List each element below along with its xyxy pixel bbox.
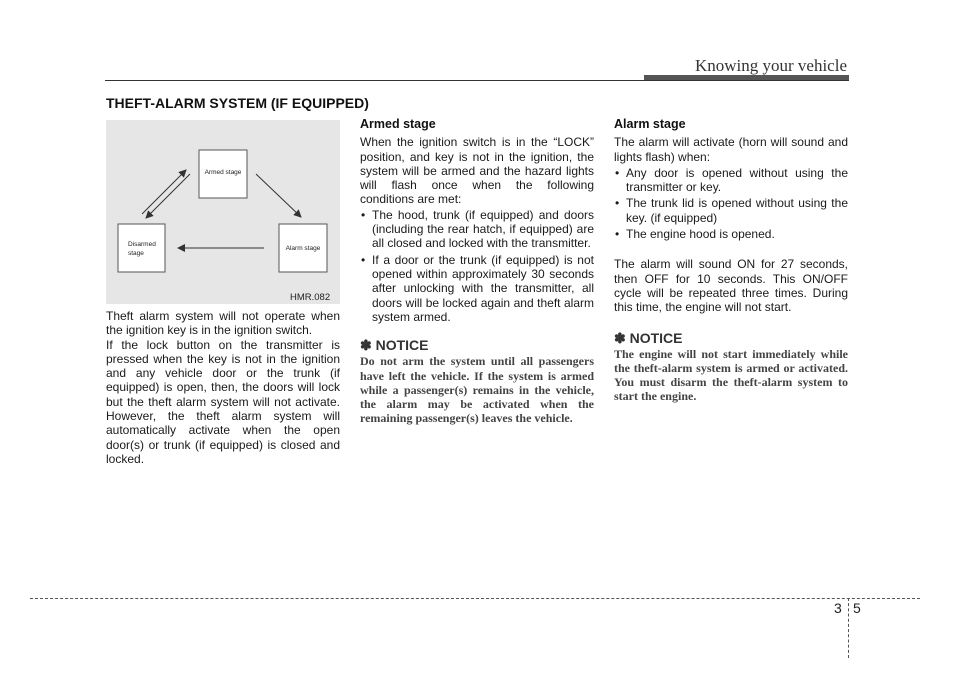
arrow-disarmed-to-armed xyxy=(142,170,186,214)
middle-column xyxy=(360,117,594,425)
armed-stage-intro: When the ignition switch is in the “LOCK” position, and key is not in the ignition, the system will be armed and the hazard lights will flash once when the following conditions are met: xyxy=(360,135,594,207)
alarm-notice-text: The engine will not start immediately while the theft-alarm system is armed or activated. You must disarm the theft-alarm system to start the engine. xyxy=(614,346,848,404)
chapter-number: 3 xyxy=(834,600,842,616)
section-title: THEFT-ALARM SYSTEM (IF EQUIPPED) xyxy=(106,95,369,111)
alarm-stage-intro: The alarm will activate (horn will sound and lights flash) when: xyxy=(614,135,848,164)
alarm-stage-label: Alarm stage xyxy=(285,245,321,252)
header-rule xyxy=(105,80,849,81)
armed-stage-label: Armed stage xyxy=(204,169,242,176)
right-column xyxy=(614,117,848,404)
page-number: 5 xyxy=(853,600,861,616)
arrow-armed-to-disarmed xyxy=(146,174,190,218)
alarm-bullet-3: • The engine hood is opened. xyxy=(614,227,848,241)
left-paragraph-1: Theft alarm system will not operate when the ignition key is in the ignition switch. xyxy=(106,309,340,338)
footer-dashed-divider xyxy=(848,598,849,658)
disarmed-stage-box xyxy=(118,224,165,272)
disarmed-stage-label-2: stage xyxy=(128,250,144,257)
left-paragraph-2: If the lock button on the transmitter is pressed when the key is not in the ignition and any vehicle door or the trunk (if equipped) is open, then, the doors will lock but the theft alarm system will not activate. However, the theft alarm system will automatically activate when the open door(s) or trunk (if equipped) is closed and locked. xyxy=(106,337,340,466)
arrow-armed-to-alarm xyxy=(256,174,301,217)
alarm-stage-heading: Alarm stage xyxy=(614,117,686,131)
left-column xyxy=(106,309,340,466)
armed-notice-text: Do not arm the system until all passengers have left the vehicle. If the system is armed while a passenger(s) remains in the vehicle, the alarm may be activated when the remaining passenger(s) leaves the vehicle. xyxy=(360,354,594,426)
armed-bullet-2: • If a door or the trunk (if equipped) is not opened within approximately 30 seconds after unlocking with the transmitter, all doors will be locked again and theft alarm system armed. xyxy=(360,253,594,324)
alarm-bullet-1: • Any door is opened without using the transmitter or key. xyxy=(614,166,848,195)
figure-code: HMR.082 xyxy=(290,292,331,303)
alarm-bullet-2: • The trunk lid is opened without using the key. (if equipped) xyxy=(614,196,848,225)
armed-stage-bullets xyxy=(360,208,594,324)
alarm-notice-heading: ✽ NOTICE xyxy=(614,329,683,346)
disarmed-stage-label-1: Disarmed xyxy=(128,241,156,248)
armed-stage-heading: Armed stage xyxy=(360,117,436,131)
alarm-stage-bullets xyxy=(614,166,848,241)
running-header-title: Knowing your vehicle xyxy=(694,56,847,75)
alarm-stage-paragraph: The alarm will sound ON for 27 seconds, then OFF for 10 seconds. This ON/OFF cycle will be repeated three times. During this time, the engine will not start. xyxy=(614,257,848,315)
alarm-stage-diagram xyxy=(106,120,340,304)
footer-dashed-rule xyxy=(30,598,920,599)
diagram-svg xyxy=(106,120,340,304)
armed-notice-heading: ✽ NOTICE xyxy=(360,337,429,354)
armed-bullet-1: • The hood, trunk (if equipped) and doors (including the rear hatch, if equipped) are all closed and locked with the transmitter. xyxy=(360,208,594,251)
